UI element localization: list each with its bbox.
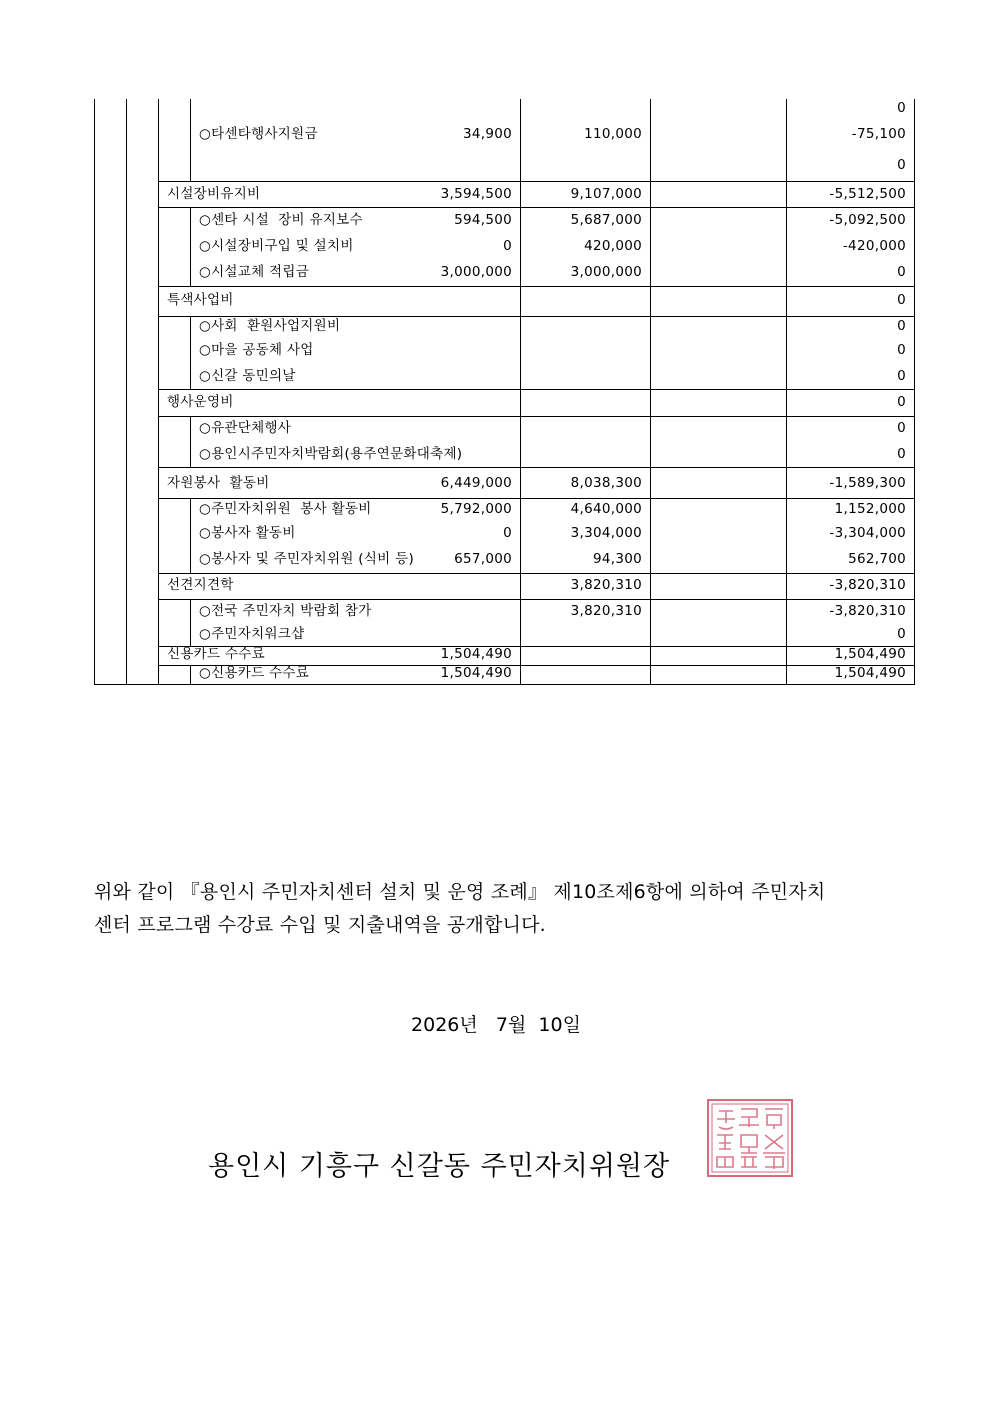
row-label: ○시설장비구입 및 설치비 bbox=[199, 238, 354, 254]
row-label: 선견지견학 bbox=[167, 577, 234, 593]
cell-b: 8,038,300 bbox=[570, 475, 642, 491]
cell-a: 1,504,490 bbox=[440, 665, 512, 681]
cell-c: 0 bbox=[897, 394, 906, 410]
cell-b: 9,107,000 bbox=[570, 186, 642, 202]
row-label: ○용인시주민자치박람회(용주연문화대축제) bbox=[199, 446, 463, 462]
cell-c: 0 bbox=[897, 292, 906, 308]
cell-a: 0 bbox=[503, 525, 512, 541]
cell-c: -75,100 bbox=[851, 126, 906, 142]
row-label: 특색사업비 bbox=[167, 292, 234, 308]
row-label: ○신갈 동민의날 bbox=[199, 368, 296, 384]
cell-a: 594,500 bbox=[454, 212, 512, 228]
official-seal-icon bbox=[705, 1097, 795, 1179]
cell-c: 0 bbox=[897, 318, 906, 334]
cell-b: 3,820,310 bbox=[570, 577, 642, 593]
cell-a: 3,000,000 bbox=[440, 264, 512, 280]
cell-a: 0 bbox=[503, 238, 512, 254]
cell-c: -1,589,300 bbox=[829, 475, 906, 491]
row-label: ○시설교체 적립금 bbox=[199, 264, 310, 280]
row-label: ○주민자치워크샵 bbox=[199, 626, 305, 642]
cell-c: 0 bbox=[897, 264, 906, 280]
row-label: 행사운영비 bbox=[167, 394, 234, 410]
cell-c: 1,152,000 bbox=[834, 501, 906, 517]
cell-c: 0 bbox=[897, 368, 906, 384]
cell-b: 110,000 bbox=[584, 126, 642, 142]
cell-c: 0 bbox=[897, 420, 906, 436]
cell-c: 0 bbox=[897, 342, 906, 358]
cell-a: 657,000 bbox=[454, 551, 512, 567]
cell-c: 1,504,490 bbox=[834, 665, 906, 681]
cell-b: 4,640,000 bbox=[570, 501, 642, 517]
cell-a: 34,900 bbox=[462, 126, 512, 142]
row-label: ○타센타행사지원금 bbox=[199, 126, 318, 142]
cell-b: 3,000,000 bbox=[570, 264, 642, 280]
budget-table bbox=[94, 99, 915, 685]
row-label: ○센타 시설 장비 유지보수 bbox=[199, 212, 363, 228]
cell-c: 562,700 bbox=[848, 551, 906, 567]
cell-a: 6,449,000 bbox=[440, 475, 512, 491]
cell-c: 1,504,490 bbox=[834, 646, 906, 662]
document-date: 2026년 7월 10일 bbox=[411, 1014, 581, 1036]
cell-a: 3,594,500 bbox=[440, 186, 512, 202]
cell-c-top: 0 bbox=[897, 100, 906, 116]
cell-c: -5,512,500 bbox=[829, 186, 906, 202]
row-label: ○봉사자 활동비 bbox=[199, 525, 296, 541]
cell-b: 94,300 bbox=[592, 551, 642, 567]
cell-c: -3,820,310 bbox=[829, 603, 906, 619]
cell-c: 0 bbox=[897, 626, 906, 642]
row-label: 신용카드 수수료 bbox=[167, 646, 265, 662]
row-label: ○주민자치위원 봉사 활동비 bbox=[199, 501, 372, 517]
cell-c: -420,000 bbox=[842, 238, 906, 254]
cell-c: -5,092,500 bbox=[829, 212, 906, 228]
row-label: ○신용카드 수수료 bbox=[199, 665, 310, 681]
cell-c: -3,820,310 bbox=[829, 577, 906, 593]
row-label: ○사회 환원사업지원비 bbox=[199, 318, 341, 334]
row-label: ○유관단체행사 bbox=[199, 420, 292, 436]
cell-b: 5,687,000 bbox=[570, 212, 642, 228]
row-label: 자원봉사 활동비 bbox=[167, 475, 270, 491]
cell-b: 420,000 bbox=[584, 238, 642, 254]
row-label: ○전국 주민자치 박람회 참가 bbox=[199, 603, 372, 619]
cell-c-bottom: 0 bbox=[897, 157, 906, 173]
row-label: ○봉사자 및 주민자치위원 (식비 등) bbox=[199, 551, 415, 567]
row-label: 시설장비유지비 bbox=[167, 186, 261, 202]
cell-c: 0 bbox=[897, 446, 906, 462]
cell-b: 3,304,000 bbox=[570, 525, 642, 541]
row-label: ○마을 공동체 사업 bbox=[199, 342, 314, 358]
notice-line-1: 위와 같이 『용인시 주민자치센터 설치 및 운영 조례』 제10조제6항에 의하여 주민자치 bbox=[94, 881, 826, 903]
notice-line-2: 센터 프로그램 수강료 수입 및 지출내역을 공개합니다. bbox=[94, 914, 546, 936]
cell-a: 1,504,490 bbox=[440, 646, 512, 662]
cell-a: 5,792,000 bbox=[440, 501, 512, 517]
cell-c: -3,304,000 bbox=[829, 525, 906, 541]
signature-title: 용인시 기흥구 신갈동 주민자치위원장 bbox=[208, 1151, 671, 1182]
cell-b: 3,820,310 bbox=[570, 603, 642, 619]
